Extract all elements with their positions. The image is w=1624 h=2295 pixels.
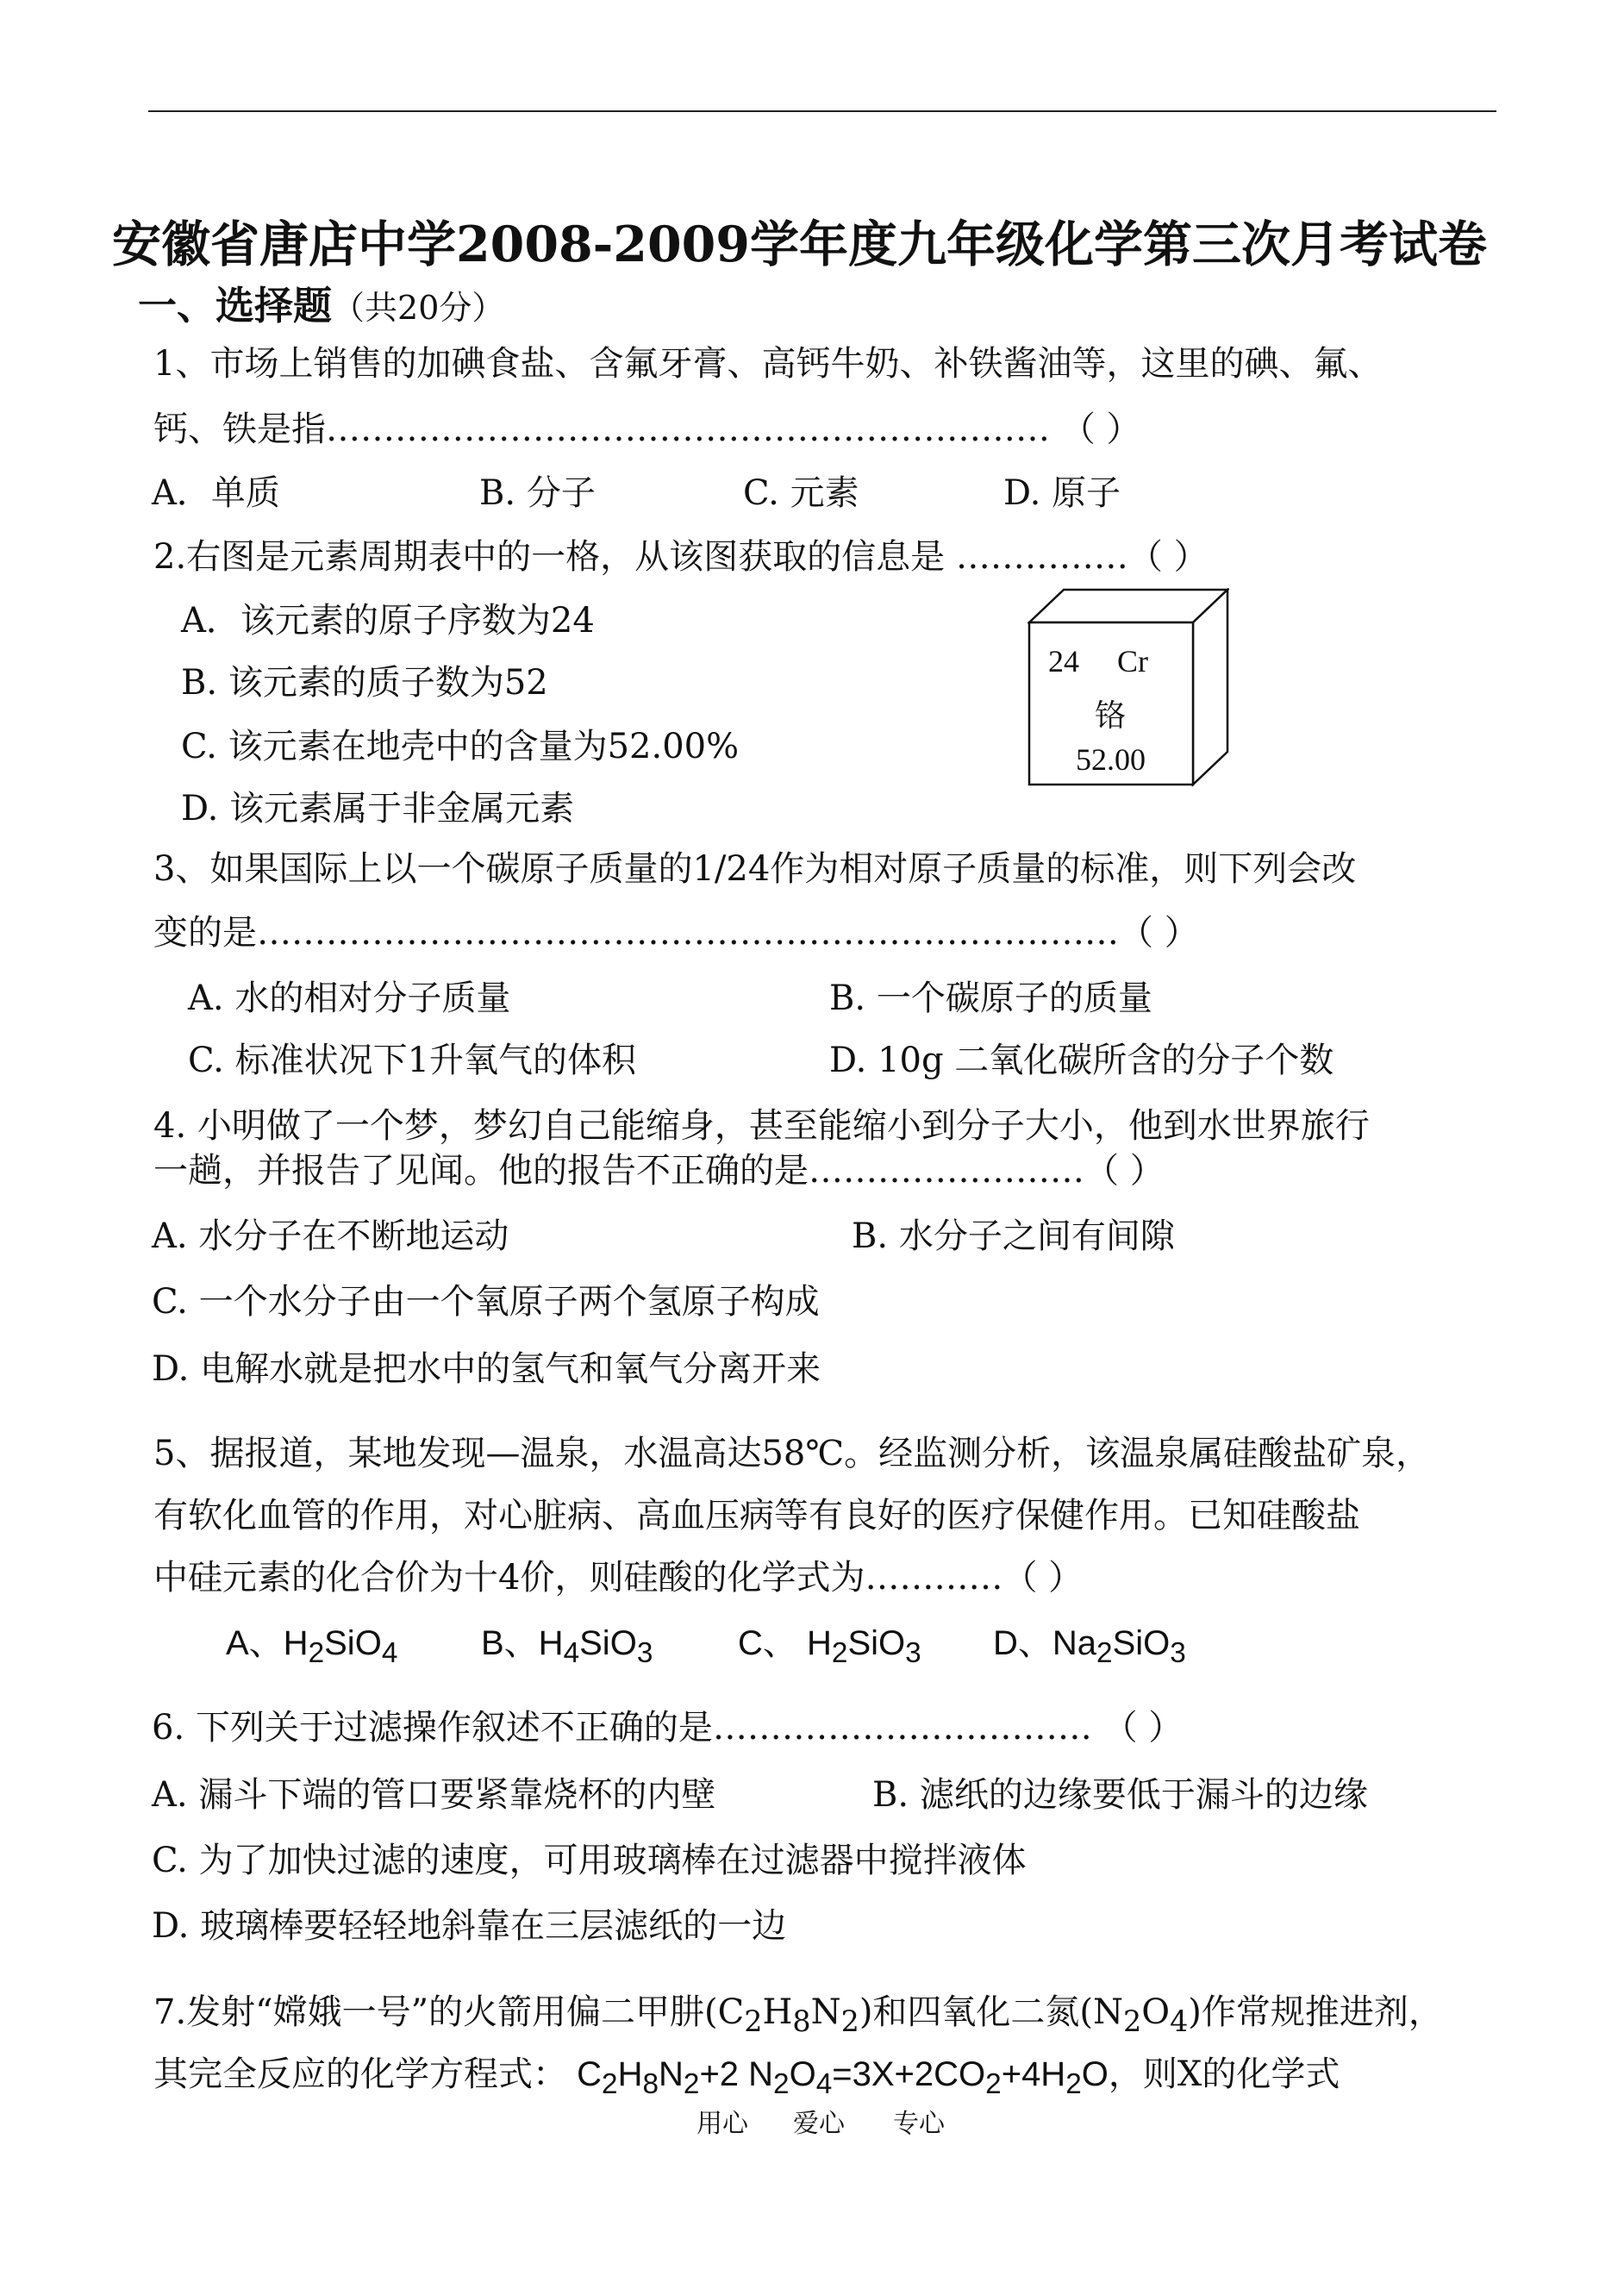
- q7-l1-sub3: 2: [840, 2004, 859, 2038]
- footer-word-3: 专心: [893, 2109, 945, 2139]
- q7-eq-part7: +4H: [1001, 2055, 1066, 2093]
- q4-option-b: B. 水分子之间有间隙: [852, 1216, 1175, 1256]
- footer-word-1: 用心: [696, 2109, 748, 2139]
- q7-l1-sub2: 8: [792, 2004, 811, 2038]
- q7-eq-part4: +2 N: [699, 2055, 774, 2093]
- q5-b-sub2: 3: [636, 1637, 653, 1669]
- q2-option-a: A．该元素的原子序数为24: [181, 601, 595, 641]
- q5-d-text1: D、Na: [993, 1624, 1097, 1662]
- q5-option-d: [993, 1626, 1186, 1667]
- q7-l1-text2: H: [762, 1992, 793, 2032]
- element-name: 铬: [1095, 698, 1127, 733]
- q6-option-a: A. 漏斗下端的管口要紧靠烧杯的内壁: [152, 1775, 716, 1815]
- q7-eq-part1: C: [577, 2055, 603, 2093]
- q6-option-c: C. 为了加快过滤的速度，可用玻璃棒在过滤器中搅拌液体: [152, 1841, 1027, 1880]
- q5-option-a: [226, 1626, 397, 1667]
- q5-b-sub1: 4: [563, 1637, 580, 1669]
- q5-option-b: [481, 1626, 653, 1667]
- q5-stem-line2: 有软化血管的作用，对心脏病、高血压病等有良好的医疗保健作用。已知硅酸盐: [153, 1496, 1360, 1535]
- q5-a-sub2: 4: [381, 1637, 398, 1669]
- q3-option-b: B. 一个碳原子的质量: [829, 979, 1152, 1018]
- q7-eq-part8: O: [1081, 2055, 1109, 2093]
- q3-option-c: C. 标准状况下1升氧气的体积: [188, 1041, 637, 1080]
- q6-option-b: B. 滤纸的边缘要低于漏斗的边缘: [872, 1775, 1368, 1815]
- q5-c-text2: SiO: [847, 1624, 906, 1662]
- q4-stem-line1: 4. 小明做了一个梦，梦幻自己能缩身，甚至能缩小到分子大小，他到水世界旅行: [153, 1106, 1370, 1146]
- q4-stem-line2: 一趟，并报告了见闻。他的报告不正确的是……………………（ ）: [153, 1151, 1165, 1191]
- q7-l1-text1: 7.发射“嫦娥一号”的火箭用偏二甲肼(C: [153, 1992, 745, 2032]
- q7-eq-sub1: 2: [602, 2068, 618, 2100]
- section-heading: [138, 274, 504, 330]
- element-number: 24: [1048, 644, 1079, 678]
- q7-l1-sub1: 2: [744, 2004, 763, 2038]
- q2-option-b: B. 该元素的质子数为52: [181, 663, 548, 703]
- q1-stem-line2: 钙、铁是指……………………………………………………… （ ）: [153, 410, 1141, 449]
- q7-l1-text5: O: [1141, 1992, 1171, 2032]
- q1-option-b: B. 分子: [479, 473, 596, 513]
- q5-option-c: [738, 1626, 921, 1667]
- q7-eq-part3: N: [659, 2055, 684, 2093]
- q3-stem-line1: 3、如果国际上以一个碳原子质量的1/24作为相对原子质量的标准，则下列会改: [153, 849, 1357, 889]
- q5-d-text2: SiO: [1112, 1624, 1171, 1662]
- q5-a-text2: SiO: [324, 1624, 382, 1662]
- q5-a-text1: A、H: [226, 1624, 309, 1662]
- exam-title: 安徽省唐店中学2008-2009学年度九年级化学第三次月考试卷: [112, 216, 1487, 273]
- q7-eq-sub4: 2: [773, 2068, 790, 2100]
- q5-c-text1: C、 H: [738, 1624, 832, 1662]
- q4-option-d: D. 电解水就是把水中的氢气和氧气分离开来: [152, 1349, 821, 1389]
- footer-word-2: 爱心: [793, 2109, 845, 2139]
- q5-a-sub1: 2: [308, 1637, 325, 1669]
- q1-option-d: D. 原子: [1003, 473, 1121, 513]
- q3-stem-line2: 变的是…………………………………………………………………（ ）: [153, 913, 1199, 953]
- q7-l1-text4: )和四氧化二氮(N: [859, 1992, 1124, 2032]
- q7-l1-text6: )作常规推进剂，: [1188, 1992, 1443, 2032]
- q4-option-a: A. 水分子在不断地运动: [152, 1216, 509, 1256]
- section-title: 一、选择题: [138, 283, 333, 328]
- q7-eq-sub2: 8: [642, 2068, 659, 2100]
- q7-eq-sub3: 2: [683, 2068, 700, 2100]
- q5-b-text1: B、H: [481, 1624, 564, 1662]
- q5-d-sub2: 3: [1170, 1637, 1186, 1669]
- q2-option-d: D. 该元素属于非金属元素: [181, 789, 575, 829]
- q5-stem-line3: 中硅元素的化合价为十4价，则硅酸的化学式为…………（ ）: [153, 1558, 1084, 1598]
- q6-stem: 6. 下列关于过滤操作叙述不正确的是…………………………… （ ）: [152, 1708, 1184, 1748]
- q2-stem: 2.右图是元素周期表中的一格，从该图获取的信息是 ……………（ ）: [153, 537, 1209, 577]
- q5-stem-line1: 5、据报道，某地发现—温泉，水温高达58℃。经监测分析，该温泉属硅酸盐矿泉，: [153, 1434, 1431, 1473]
- q7-stem-line2: [153, 2054, 1340, 2100]
- q7-eq-part6: =3X+2CO: [832, 2055, 986, 2093]
- q4-option-c: C. 一个水分子由一个氧原子两个氢原子构成: [152, 1282, 820, 1322]
- q5-c-sub2: 3: [905, 1637, 921, 1669]
- q7-eq-sub6: 2: [985, 2068, 1002, 2100]
- q7-eq-part2: H: [617, 2055, 643, 2093]
- section-note: （共20分）: [332, 289, 505, 327]
- header-rule: [148, 110, 1496, 112]
- q7-equation: [567, 2055, 1109, 2100]
- element-mass: 52.00: [1076, 742, 1146, 777]
- q2-option-c: C. 该元素在地壳中的含量为52.00%: [181, 727, 740, 766]
- q3-option-a: A. 水的相对分子质量: [188, 979, 511, 1018]
- q7-l2-text2: ，则X的化学式: [1108, 2054, 1340, 2094]
- q3-option-d: D. 10g 二氧化碳所含的分子个数: [829, 1041, 1334, 1080]
- q7-eq-part5: O: [789, 2055, 816, 2093]
- q6-option-d: D. 玻璃棒要轻轻地斜靠在三层滤纸的一边: [152, 1906, 787, 1946]
- q1-stem-line1: 1、市场上销售的加碘食盐、含氟牙膏、高钙牛奶、补铁酱油等，这里的碘、氟、: [153, 344, 1383, 384]
- q1-option-a: A．单质: [152, 473, 280, 513]
- q7-stem-line1: [153, 1992, 1443, 2038]
- q7-eq-sub5: 4: [815, 2068, 833, 2100]
- q5-b-text2: SiO: [579, 1624, 637, 1662]
- q7-l1-sub4: 2: [1123, 2004, 1142, 2038]
- periodic-table-cell: [1027, 588, 1229, 788]
- q5-c-sub1: 2: [831, 1637, 848, 1669]
- element-symbol: Cr: [1117, 644, 1148, 678]
- q1-option-c: C. 元素: [743, 473, 859, 513]
- q7-l1-text3: N: [810, 1992, 841, 2032]
- q7-eq-sub7: 2: [1065, 2068, 1082, 2100]
- q7-l2-text1: 其完全反应的化学方程式：: [153, 2054, 567, 2094]
- q7-l1-sub5: 4: [1170, 2004, 1189, 2038]
- q5-d-sub1: 2: [1096, 1637, 1113, 1669]
